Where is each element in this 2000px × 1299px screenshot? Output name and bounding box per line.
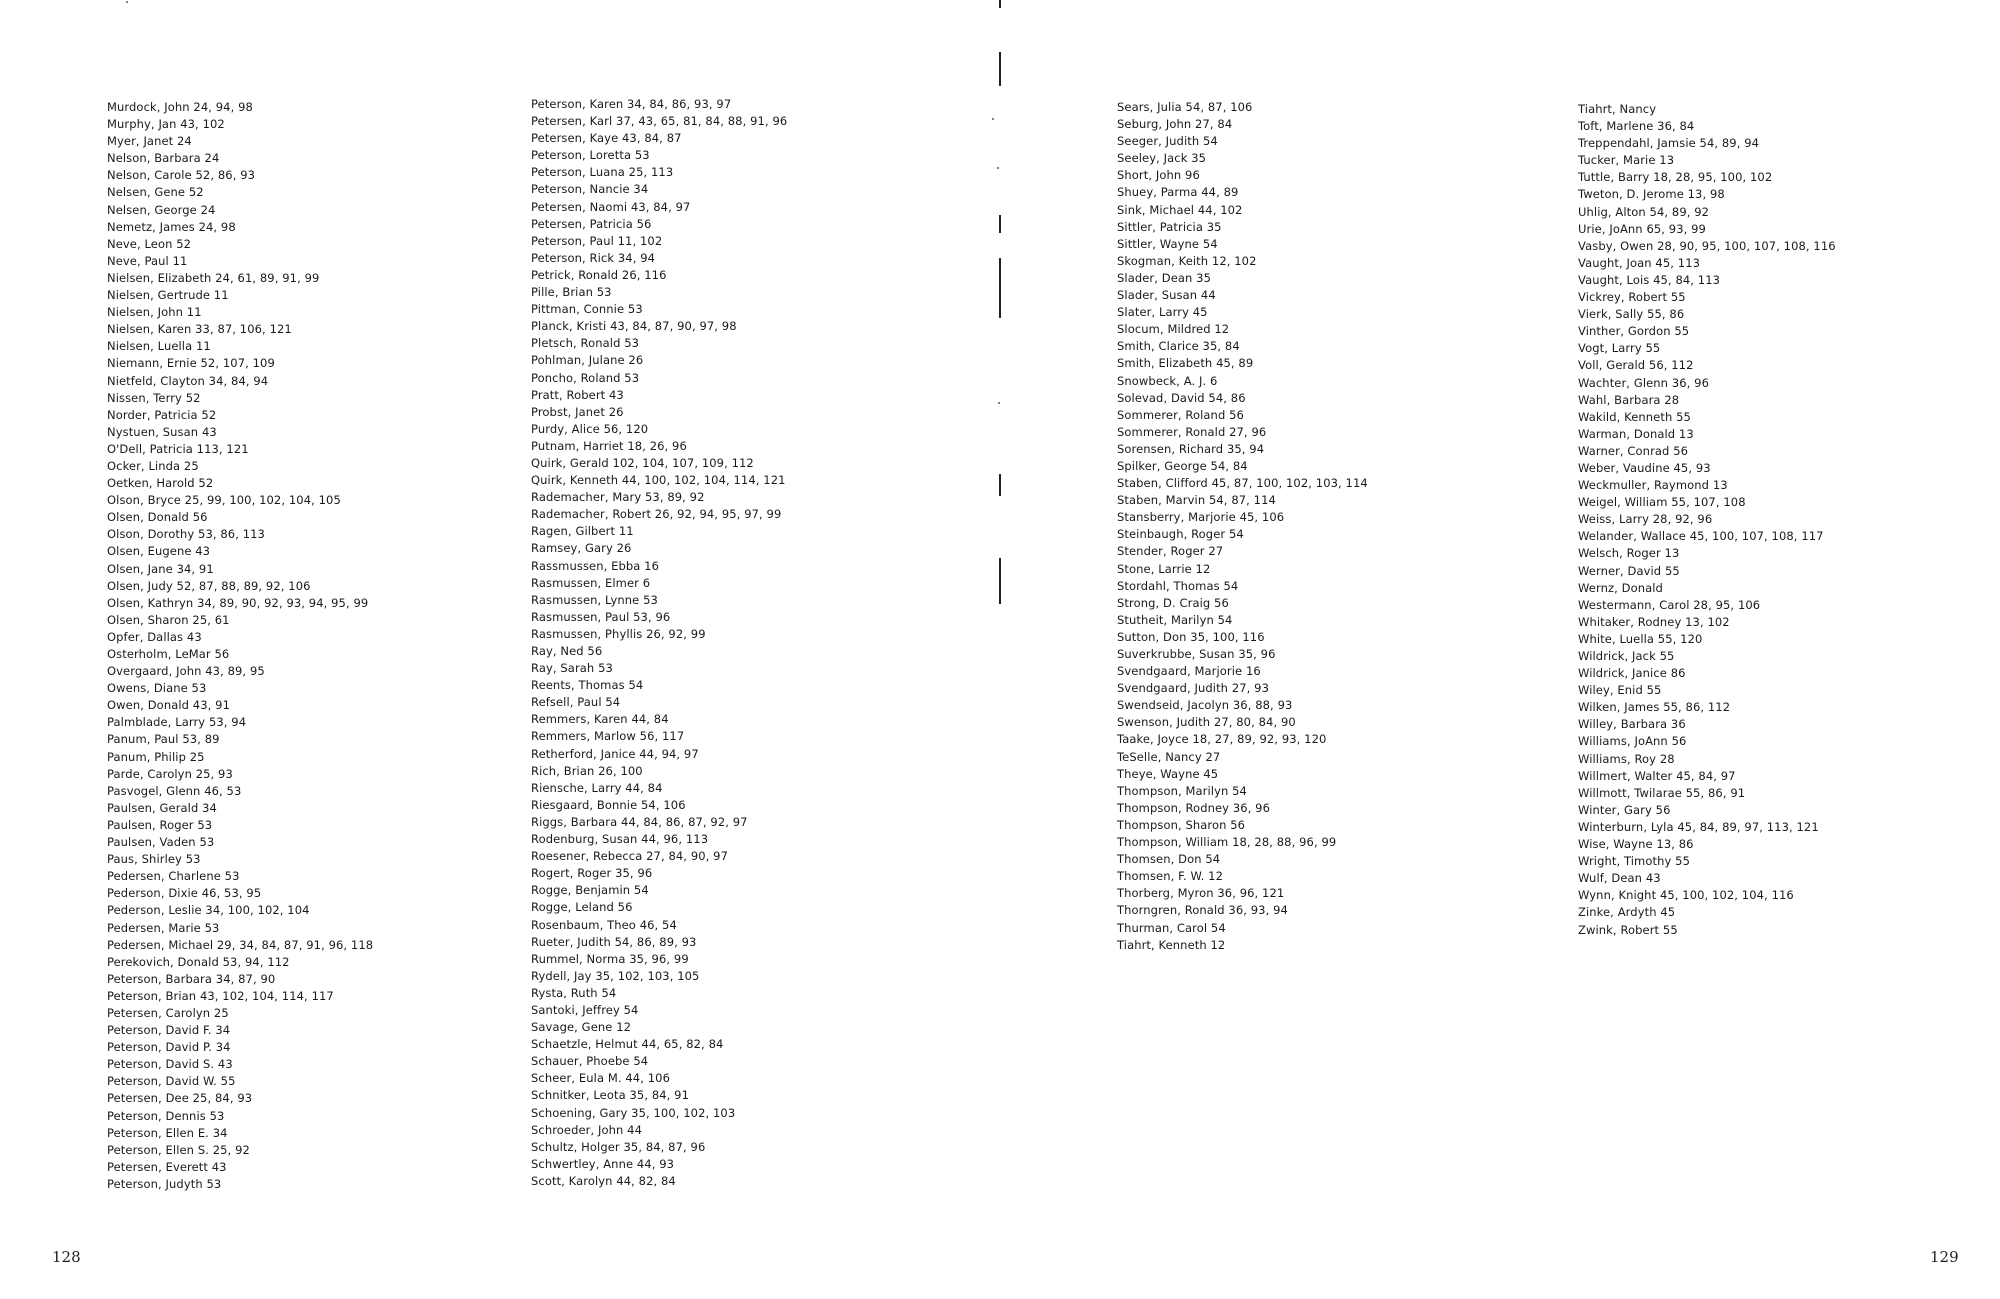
index-entry: Sutton, Don 35, 100, 116: [1117, 629, 1265, 644]
index-entry: Murdock, John 24, 94, 98: [107, 100, 253, 114]
index-entry: Pedersen, Marie 53: [107, 920, 220, 935]
index-entry: Winterburn, Lyla 45, 84, 89, 97, 113, 121: [1578, 819, 1819, 834]
index-entry: Peterson, Loretta 53: [531, 148, 650, 163]
index-entry: Schauer, Phoebe 54: [531, 1054, 649, 1069]
index-entry: Rodenburg, Susan 44, 96, 113: [531, 832, 709, 847]
index-entry: Williams, Roy 28: [1578, 751, 1675, 766]
index-entry: Quirk, Kenneth 44, 100, 102, 104, 114, 121: [531, 473, 786, 488]
index-entry: Olsen, Judy 52, 87, 88, 89, 92, 106: [107, 578, 311, 593]
index-entry: Rasmussen, Phyllis 26, 92, 99: [531, 626, 706, 641]
index-entry: Winter, Gary 56: [1578, 802, 1671, 817]
index-entry: Wachter, Glenn 36, 96: [1578, 375, 1710, 390]
print-speck: [992, 118, 994, 120]
index-entry: Ray, Ned 56: [531, 644, 603, 658]
index-entry: Pratt, Robert 43: [531, 387, 624, 402]
index-entry: Sears, Julia 54, 87, 106: [1117, 100, 1253, 114]
index-entry: Shuey, Parma 44, 89: [1117, 185, 1239, 200]
index-entry: Taake, Joyce 18, 27, 89, 92, 93, 120: [1117, 732, 1327, 747]
index-entry: Slader, Susan 44: [1117, 288, 1216, 303]
index-entry: Peterson, Brian 43, 102, 104, 114, 117: [107, 988, 334, 1003]
index-entry: Whitaker, Rodney 13, 102: [1578, 614, 1730, 629]
index-entry: Pedersen, Michael 29, 34, 84, 87, 91, 96, 118: [107, 937, 374, 952]
gutter-line: [999, 215, 1001, 233]
index-entry: Treppendahl, Jamsie 54, 89, 94: [1578, 136, 1760, 151]
index-entry: Parde, Carolyn 25, 93: [107, 766, 233, 781]
index-entry: Rosenbaum, Theo 46, 54: [531, 917, 677, 932]
index-entry: Thomsen, F. W. 12: [1117, 869, 1223, 884]
index-entry: Myer, Janet 24: [107, 134, 192, 149]
index-entry: Riggs, Barbara 44, 84, 86, 87, 92, 97: [531, 814, 748, 829]
index-entry: Swendseid, Jacolyn 36, 88, 93: [1117, 698, 1293, 713]
index-entry: Sommerer, Ronald 27, 96: [1117, 424, 1267, 439]
index-entry: Schaetzle, Helmut 44, 65, 82, 84: [531, 1037, 724, 1052]
index-entry: Nelson, Barbara 24: [107, 151, 220, 166]
index-entry: Slader, Dean 35: [1117, 270, 1212, 285]
index-column-4: [1578, 101, 1836, 939]
index-entry: Zinke, Ardyth 45: [1578, 905, 1676, 920]
index-entry: Rummel, Norma 35, 96, 99: [531, 951, 689, 966]
index-entry: Nelson, Carole 52, 86, 93: [107, 168, 256, 183]
index-entry: Tuttle, Barry 18, 28, 95, 100, 102: [1578, 170, 1773, 185]
index-entry: Svendgaard, Judith 27, 93: [1117, 681, 1270, 696]
index-entry: Nietfeld, Clayton 34, 84, 94: [107, 373, 269, 388]
index-entry: Seeger, Judith 54: [1117, 134, 1218, 149]
index-entry: Vickrey, Robert 55: [1578, 290, 1686, 305]
index-entry: Wiley, Enid 55: [1578, 683, 1662, 698]
index-entry: Skogman, Keith 12, 102: [1117, 253, 1257, 268]
index-entry: Weber, Vaudine 45, 93: [1578, 460, 1711, 475]
index-entry: Peterson, Karen 34, 84, 86, 93, 97: [531, 97, 732, 111]
index-entry: Paulsen, Gerald 34: [107, 800, 217, 815]
index-entry: Solevad, David 54, 86: [1117, 390, 1246, 405]
index-entry: Seburg, John 27, 84: [1117, 117, 1233, 132]
index-entry: Nelsen, George 24: [107, 202, 216, 217]
index-entry: Weckmuller, Raymond 13: [1578, 478, 1728, 493]
index-entry: Olson, Bryce 25, 99, 100, 102, 104, 105: [107, 493, 341, 508]
index-entry: Seeley, Jack 35: [1117, 151, 1207, 166]
index-entry: Thompson, Marilyn 54: [1117, 783, 1247, 798]
index-entry: Peterson, Luana 25, 113: [531, 165, 674, 180]
index-entry: Purdy, Alice 56, 120: [531, 421, 649, 436]
index-entry: Schnitker, Leota 35, 84, 91: [531, 1088, 690, 1103]
index-entry: Rich, Brian 26, 100: [531, 763, 643, 778]
index-entry: Riesgaard, Bonnie 54, 106: [531, 797, 686, 812]
index-entry: Vogt, Larry 55: [1578, 341, 1661, 356]
index-entry: Strong, D. Craig 56: [1117, 595, 1229, 610]
print-speck: [997, 167, 999, 169]
index-entry: Rogge, Leland 56: [531, 900, 633, 915]
index-entry: Sommerer, Roland 56: [1117, 407, 1244, 422]
index-entry: Vierk, Sally 55, 86: [1578, 307, 1685, 322]
index-entry: Willey, Barbara 36: [1578, 717, 1686, 732]
index-entry: Peterson, Nancie 34: [531, 182, 649, 197]
index-entry: Rydell, Jay 35, 102, 103, 105: [531, 968, 700, 983]
index-entry: Paulsen, Roger 53: [107, 817, 213, 832]
index-entry: Warman, Donald 13: [1578, 426, 1694, 441]
index-entry: Wernz, Donald: [1578, 580, 1663, 595]
index-entry: Vasby, Owen 28, 90, 95, 100, 107, 108, 116: [1578, 238, 1836, 253]
index-entry: Stordahl, Thomas 54: [1117, 578, 1239, 593]
index-entry: Overgaard, John 43, 89, 95: [107, 664, 265, 679]
index-entry: Peterson, David S. 43: [107, 1057, 233, 1072]
index-column-2: [531, 96, 787, 1190]
index-entry: Neve, Leon 52: [107, 236, 192, 251]
page-number-right: 129: [1930, 1248, 1959, 1266]
index-entry: Roesener, Rebecca 27, 84, 90, 97: [531, 849, 728, 864]
index-entry: Ray, Sarah 53: [531, 661, 613, 676]
index-entry: Sink, Michael 44, 102: [1117, 202, 1243, 217]
index-entry: Planck, Kristi 43, 84, 87, 90, 97, 98: [531, 319, 737, 334]
index-entry: Vaught, Joan 45, 113: [1578, 255, 1701, 270]
index-entry: Welander, Wallace 45, 100, 107, 108, 117: [1578, 529, 1824, 544]
right-page: [1000, 0, 2000, 1299]
index-entry: Sittler, Patricia 35: [1117, 219, 1222, 234]
index-entry: Williams, JoAnn 56: [1578, 734, 1687, 749]
index-entry: Olsen, Eugene 43: [107, 544, 211, 559]
index-entry: Weiss, Larry 28, 92, 96: [1578, 512, 1713, 527]
index-entry: Neve, Paul 11: [107, 253, 188, 268]
index-entry: Petersen, Kaye 43, 84, 87: [531, 131, 682, 146]
index-entry: Peterson, Ellen S. 25, 92: [107, 1142, 250, 1157]
index-entry: White, Luella 55, 120: [1578, 631, 1703, 646]
index-entry: Ocker, Linda 25: [107, 458, 199, 473]
index-entry: Slocum, Mildred 12: [1117, 322, 1230, 337]
index-entry: Oetken, Harold 52: [107, 476, 214, 491]
index-entry: Wright, Timothy 55: [1578, 854, 1690, 869]
index-entry: Peterson, Judyth 53: [107, 1176, 222, 1191]
index-entry: Thurman, Carol 54: [1117, 920, 1226, 935]
print-speck: [126, 1, 128, 3]
index-entry: Reents, Thomas 54: [531, 678, 644, 693]
index-entry: Stone, Larrie 12: [1117, 561, 1211, 576]
index-entry: Petersen, Carolyn 25: [107, 1005, 229, 1020]
index-entry: Petersen, Karl 37, 43, 65, 81, 84, 88, 91, 96: [531, 114, 788, 129]
index-entry: Wildrick, Janice 86: [1578, 666, 1686, 681]
index-entry: Spilker, George 54, 84: [1117, 458, 1248, 473]
index-entry: Wildrick, Jack 55: [1578, 649, 1675, 663]
page-number-left: 128: [52, 1248, 81, 1266]
index-entry: Paulsen, Vaden 53: [107, 835, 215, 850]
index-entry: Quirk, Gerald 102, 104, 107, 109, 112: [531, 455, 754, 470]
index-entry: Petersen, Naomi 43, 84, 97: [531, 199, 691, 214]
index-entry: Short, John 96: [1117, 168, 1200, 183]
index-entry: Schroeder, John 44: [531, 1122, 643, 1137]
index-entry: Staben, Clifford 45, 87, 100, 102, 103, 114: [1117, 476, 1368, 491]
index-column-1: [107, 99, 373, 1193]
gutter-line: [999, 0, 1001, 8]
index-entry: Rysta, Ruth 54: [531, 985, 617, 1000]
index-entry: Tiahrt, Kenneth 12: [1117, 937, 1226, 952]
index-entry: Rademacher, Mary 53, 89, 92: [531, 490, 705, 505]
index-entry: Smith, Elizabeth 45, 89: [1117, 356, 1254, 371]
index-entry: Thompson, Rodney 36, 96: [1117, 800, 1270, 815]
index-entry: Wise, Wayne 13, 86: [1578, 837, 1694, 852]
index-entry: Rasmussen, Lynne 53: [531, 592, 658, 607]
index-entry: Niemann, Ernie 52, 107, 109: [107, 356, 275, 371]
index-entry: Owen, Donald 43, 91: [107, 698, 230, 713]
index-entry: Willmert, Walter 45, 84, 97: [1578, 768, 1736, 783]
index-entry: Sittler, Wayne 54: [1117, 236, 1218, 251]
index-entry: Peterson, Paul 11, 102: [531, 233, 663, 248]
index-entry: Olsen, Jane 34, 91: [107, 561, 214, 576]
index-entry: Tiahrt, Nancy: [1578, 102, 1657, 116]
index-entry: Rasmussen, Paul 53, 96: [531, 609, 671, 624]
gutter-line: [999, 258, 1001, 318]
index-entry: Pederson, Dixie 46, 53, 95: [107, 886, 262, 901]
index-entry: Panum, Paul 53, 89: [107, 732, 220, 747]
index-entry: Nielsen, Luella 11: [107, 339, 211, 354]
index-entry: Schoening, Gary 35, 100, 102, 103: [531, 1105, 736, 1120]
index-entry: Scott, Karolyn 44, 82, 84: [531, 1173, 676, 1188]
index-entry: O'Dell, Patricia 113, 121: [107, 441, 249, 456]
index-entry: Thorberg, Myron 36, 96, 121: [1117, 886, 1285, 901]
index-entry: Thompson, Sharon 56: [1117, 817, 1246, 832]
index-entry: Welsch, Roger 13: [1578, 546, 1680, 561]
index-entry: Wilken, James 55, 86, 112: [1578, 700, 1731, 715]
index-entry: Putnam, Harriet 18, 26, 96: [531, 438, 687, 453]
index-entry: Peterson, Barbara 34, 87, 90: [107, 971, 276, 986]
index-entry: Schwertley, Anne 44, 93: [531, 1156, 675, 1171]
index-entry: Norder, Patricia 52: [107, 407, 217, 422]
index-entry: Petersen, Dee 25, 84, 93: [107, 1091, 253, 1106]
index-entry: Schultz, Holger 35, 84, 87, 96: [531, 1139, 706, 1154]
index-entry: Thomsen, Don 54: [1117, 852, 1221, 867]
gutter-line: [999, 52, 1001, 86]
index-entry: Peterson, David P. 34: [107, 1040, 231, 1055]
index-entry: Vinther, Gordon 55: [1578, 324, 1690, 339]
index-entry: Nielsen, John 11: [107, 305, 202, 320]
index-entry: Riensche, Larry 44, 84: [531, 780, 663, 795]
index-entry: Peterson, Dennis 53: [107, 1108, 225, 1123]
gutter-line: [999, 474, 1001, 496]
index-entry: Savage, Gene 12: [531, 1020, 632, 1035]
index-entry: Wakild, Kenneth 55: [1578, 409, 1691, 424]
index-entry: Petersen, Patricia 56: [531, 216, 652, 231]
index-entry: Weigel, William 55, 107, 108: [1578, 495, 1746, 510]
index-entry: Peterson, David F. 34: [107, 1023, 231, 1038]
index-entry: Palmblade, Larry 53, 94: [107, 715, 247, 730]
index-entry: Stender, Roger 27: [1117, 544, 1224, 559]
index-entry: Nielsen, Karen 33, 87, 106, 121: [107, 322, 292, 337]
index-entry: Remmers, Karen 44, 84: [531, 712, 669, 727]
index-entry: Peterson, David W. 55: [107, 1074, 236, 1089]
index-entry: Voll, Gerald 56, 112: [1578, 358, 1694, 373]
index-entry: Santoki, Jeffrey 54: [531, 1002, 639, 1017]
index-entry: Nelsen, Gene 52: [107, 185, 204, 200]
index-entry: Theye, Wayne 45: [1117, 766, 1219, 781]
index-entry: Ramsey, Gary 26: [531, 541, 632, 556]
index-entry: Toft, Marlene 36, 84: [1578, 119, 1695, 134]
index-entry: Poncho, Roland 53: [531, 370, 640, 385]
index-entry: Rueter, Judith 54, 86, 89, 93: [531, 934, 697, 949]
index-entry: Pasvogel, Glenn 46, 53: [107, 783, 242, 798]
index-column-3: [1117, 99, 1368, 954]
index-entry: Rogge, Benjamin 54: [531, 883, 649, 898]
index-entry: Remmers, Marlow 56, 117: [531, 729, 685, 744]
index-entry: Olsen, Donald 56: [107, 510, 208, 525]
index-entry: Sorensen, Richard 35, 94: [1117, 441, 1265, 456]
index-entry: Thorngren, Ronald 36, 93, 94: [1117, 903, 1288, 918]
index-entry: Wahl, Barbara 28: [1578, 392, 1680, 407]
index-entry: Retherford, Janice 44, 94, 97: [531, 746, 699, 761]
index-entry: Rogert, Roger 35, 96: [531, 866, 653, 881]
index-entry: Nielsen, Gertrude 11: [107, 288, 229, 303]
index-entry: Pederson, Leslie 34, 100, 102, 104: [107, 903, 310, 918]
index-entry: Scheer, Eula M. 44, 106: [531, 1071, 670, 1086]
index-entry: Thompson, William 18, 28, 88, 96, 99: [1117, 835, 1337, 850]
index-entry: Nemetz, James 24, 98: [107, 219, 236, 234]
index-entry: Panum, Philip 25: [107, 749, 205, 764]
gutter-line: [999, 558, 1001, 604]
index-entry: Pletsch, Ronald 53: [531, 336, 640, 351]
index-entry: Ragen, Gilbert 11: [531, 524, 634, 539]
index-entry: Uhlig, Alton 54, 89, 92: [1578, 204, 1710, 219]
index-entry: Pohlman, Julane 26: [531, 353, 644, 368]
index-entry: Olson, Dorothy 53, 86, 113: [107, 527, 265, 542]
index-entry: Murphy, Jan 43, 102: [107, 117, 225, 132]
index-entry: Olsen, Kathryn 34, 89, 90, 92, 93, 94, 95, 99: [107, 595, 369, 610]
index-entry: Swenson, Judith 27, 80, 84, 90: [1117, 715, 1296, 730]
index-entry: Paus, Shirley 53: [107, 852, 201, 867]
index-entry: Pedersen, Charlene 53: [107, 869, 240, 884]
index-entry: Rassmussen, Ebba 16: [531, 558, 660, 573]
index-entry: Perekovich, Donald 53, 94, 112: [107, 954, 290, 969]
index-entry: Tweton, D. Jerome 13, 98: [1578, 187, 1725, 202]
index-entry: Owens, Diane 53: [107, 681, 207, 696]
index-entry: Smith, Clarice 35, 84: [1117, 339, 1240, 354]
index-entry: Urie, JoAnn 65, 93, 99: [1578, 221, 1706, 236]
index-entry: Warner, Conrad 56: [1578, 443, 1689, 458]
index-entry: Slater, Larry 45: [1117, 305, 1208, 320]
index-entry: Vaught, Lois 45, 84, 113: [1578, 272, 1721, 287]
index-entry: Willmott, Twilarae 55, 86, 91: [1578, 785, 1746, 800]
index-entry: Werner, David 55: [1578, 563, 1680, 578]
index-entry: Refsell, Paul 54: [531, 695, 621, 710]
index-entry: Snowbeck, A. J. 6: [1117, 373, 1218, 388]
index-entry: Probst, Janet 26: [531, 404, 624, 419]
index-entry: Wulf, Dean 43: [1578, 871, 1661, 886]
print-speck: [998, 402, 1000, 404]
index-entry: Olsen, Sharon 25, 61: [107, 612, 230, 627]
index-entry: Nissen, Terry 52: [107, 390, 201, 405]
index-entry: Petersen, Everett 43: [107, 1159, 227, 1174]
index-entry: Wynn, Knight 45, 100, 102, 104, 116: [1578, 888, 1794, 903]
index-entry: Rademacher, Robert 26, 92, 94, 95, 97, 99: [531, 507, 782, 522]
index-entry: Svendgaard, Marjorie 16: [1117, 664, 1261, 679]
index-entry: Opfer, Dallas 43: [107, 629, 202, 644]
index-entry: Nystuen, Susan 43: [107, 424, 217, 439]
index-entry: Peterson, Rick 34, 94: [531, 250, 656, 265]
index-entry: Staben, Marvin 54, 87, 114: [1117, 493, 1276, 508]
index-entry: Stutheit, Marilyn 54: [1117, 612, 1233, 627]
index-entry: TeSelle, Nancy 27: [1117, 749, 1221, 764]
index-entry: Tucker, Marie 13: [1578, 153, 1675, 168]
index-entry: Petrick, Ronald 26, 116: [531, 267, 667, 282]
index-entry: Rasmussen, Elmer 6: [531, 575, 651, 590]
index-entry: Steinbaugh, Roger 54: [1117, 527, 1244, 542]
index-entry: Nielsen, Elizabeth 24, 61, 89, 91, 99: [107, 270, 320, 285]
index-entry: Stansberry, Marjorie 45, 106: [1117, 510, 1285, 525]
index-entry: Pille, Brian 53: [531, 285, 612, 300]
index-entry: Suverkrubbe, Susan 35, 96: [1117, 647, 1276, 661]
index-entry: Zwink, Robert 55: [1578, 922, 1678, 937]
index-entry: Westermann, Carol 28, 95, 106: [1578, 597, 1761, 612]
index-entry: Pittman, Connie 53: [531, 302, 643, 317]
index-entry: Peterson, Ellen E. 34: [107, 1125, 228, 1140]
index-entry: Osterholm, LeMar 56: [107, 647, 230, 661]
